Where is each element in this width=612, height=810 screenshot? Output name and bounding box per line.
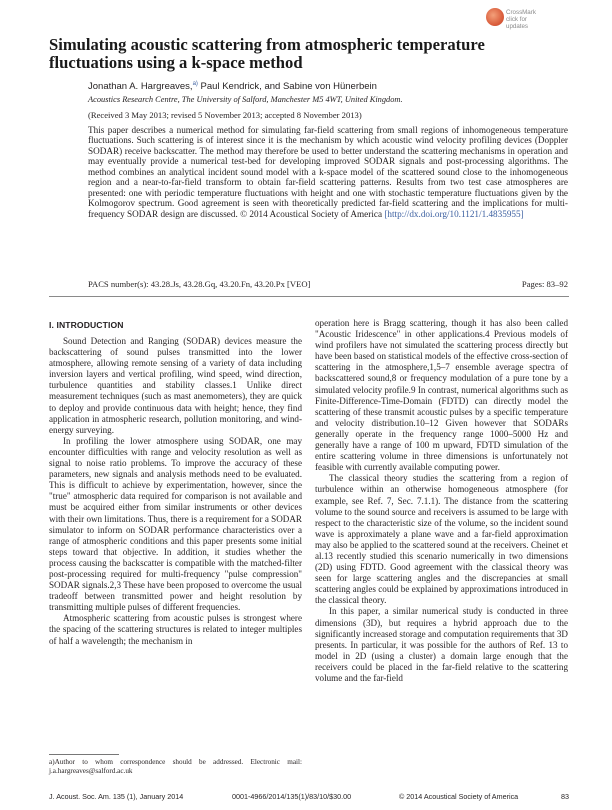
pacs-numbers: PACS number(s): 43.28.Js, 43.28.Gq, 43.20.Fn, 43.20.Px [VEO]: [88, 279, 311, 289]
footer-code: 0001-4966/2014/135(1)/83/10/$30.00: [232, 792, 352, 801]
affiliation: Acoustics Research Centre, The University of Salford, Manchester M5 4WT, United Kingdom.: [88, 95, 403, 104]
footer-journal: J. Acoust. Soc. Am. 135 (1), January 2014: [49, 792, 184, 801]
crossmark-label: CrossMark click for updates: [506, 9, 536, 30]
author-others: Paul Kendrick, and Sabine von Hünerbein: [197, 81, 377, 93]
paragraph: operation here is Bragg scattering, though it has also been called "Acoustic Iridescence" in other applications.4 Previous models of wind profilers have not simulated the scattering process directly but have been based on statistical models of the effective cross-section of scattering in the atmosphere,1,5–7 ensemble average spectra of backscattered sound,8 or frequency modulation of a pure tone by a simulated velocity profile.9 In contrast, numerical algorithms such as Finite-Difference-Time-Domain (FDTD) can directly model the scattering of these transmit acoustic pulses by a specific temperature and velocity distribution.10–12 Given however that SODARs generally operate in the frequency range 1000–5000 Hz and generally have a range of 100 m upward, FDTD simulation of the entire scattering volume in three dimensions is unfortunately not feasible with currently available computing power.: [315, 318, 568, 473]
crossmark-badge[interactable]: [486, 6, 546, 32]
crossmark-icon: [486, 8, 504, 26]
paragraph: The classical theory studies the scattering from a region of turbulence within an otherwise homogeneous atmosphere (for example, see Ref. 7, Sec. 7.1.1). The distance from the scattering volume to the sound source and receivers is assumed to be large with respect to the characteristic size of the volume, so the incident sound wave is approximately a plane wave and a far-field approximation may also be applied to the scattered sound at the receivers. Cheinet et al.13 recently studied this scenario numerically in two dimensions (2D) using FDTD. Good agreement with the classical theory was seen for large scattering angles and the discrepancies at small scattering angles could be explained by approximations introduced in the classical theory.: [315, 473, 568, 606]
abstract-body: This paper describes a numerical method for simulating far-field scattering from small regions of inhomogeneous temperature fluctuations. Such scattering is of interest since it is the mechanism by which acoustic wind velocity profiling devices (Doppler SODAR) receive backscatter. The method may therefore be used to better understand the scattering mechanisms in operation and may eventually provide a numerical test-bed for developing improved SODAR signals and post-processing algorithms. The method combines an analytical incident sound model with a k-space model of the scattered sound close to the inhomogeneous region and a near-to-far-field transform to obtain far-field scattering patterns. Results from two test case atmospheres are presented: one with periodic temperature fluctuations with height and one with stochastic temperature fluctuations given by the Kolmogorov spectrum. Good agreement is seen with theoretically predicted far-field scattering and the implications for multi-frequency SODAR design are discussed. © 2014 Acoustical Society of America: [88, 125, 568, 219]
section-heading: I. INTRODUCTION: [49, 320, 124, 330]
pacs-line: [88, 279, 568, 289]
doi-link[interactable]: [http://dx.doi.org/10.1121/1.4835955]: [384, 208, 524, 219]
page-range: Pages: 83–92: [521, 279, 568, 289]
page-number: 83: [561, 792, 569, 801]
right-column: [315, 318, 568, 684]
paper-title: Simulating acoustic scattering from atmospheric temperature fluctuations using a k-space method: [49, 35, 485, 72]
left-column: [49, 336, 302, 647]
footnote: a)Author to whom correspondence should be addressed. Electronic mail: j.a.hargreaves@salford.ac.uk: [49, 758, 302, 775]
abstract: [88, 125, 568, 219]
author-list: [88, 81, 568, 92]
received-dates: (Received 3 May 2013; revised 5 November 2013; accepted 8 November 2013): [88, 110, 362, 120]
author-hargreaves: Jonathan A. Hargreaves,: [88, 81, 193, 93]
paragraph: Sound Detection and Ranging (SODAR) devices measure the backscattering of sound pulses transmitted into the lower atmosphere, allowing remote sensing of a variety of data including inversion layers and vertical profiling, wind speed, wind direction, turbulence quantities and stability classes.1 Unlike direct measurement techniques (such as mast anemometers), they are quick to deploy and provide continuous data with height; hence, they find application in atmospheric research, pollution monitoring, and wind-energy surveying.: [49, 336, 302, 435]
paragraph: In profiling the lower atmosphere using SODAR, one may encounter difficulties with range and velocity resolution as well as signal to noise ratio problems. To improve the accuracy of these parameters, new signals and analysis methods need to be evaluated. This is difficult to achieve by experimentation, however, since the "true" atmospheric data required for comparison is not available and must be acquired either from similar instruments or other devices with their own limitations. Thus, there is a requirement for a SODAR simulator to inform on SODAR performance characteristics over a range of atmospheric conditions and this paper presents some initial steps toward that objective. In addition, it studies whether the process causing the backscatter is compatible with the matched-filter post-processing required for multi-frequency "pulse compression" SODAR signals.2,3 These have been proposed to overcome the usual tradeoff between transmitted power and height resolution by transmitting multiple pulses of different frequencies.: [49, 435, 302, 613]
footnote-divider: [49, 754, 119, 755]
header-divider: [49, 296, 569, 297]
paragraph: In this paper, a similar numerical study is conducted in three dimensions (3D), but requires a hybrid approach due to the significantly increased storage and computation requirements that 3D presents. In particular, it was possible for the authors of Ref. 13 to model in 2D (using a cluster) a domain large enough that the receivers could be placed in the far-field relative to the scattering volume and the far-field: [315, 606, 568, 683]
footer-copyright: © 2014 Acoustical Society of America: [399, 792, 519, 801]
author-footnote-marker[interactable]: a): [192, 81, 198, 87]
paragraph: Atmospheric scattering from acoustic pulses is strongest where the spacing of the scattering structures is related to integer multiples of half a wavelength; the mechanism in: [49, 613, 302, 646]
